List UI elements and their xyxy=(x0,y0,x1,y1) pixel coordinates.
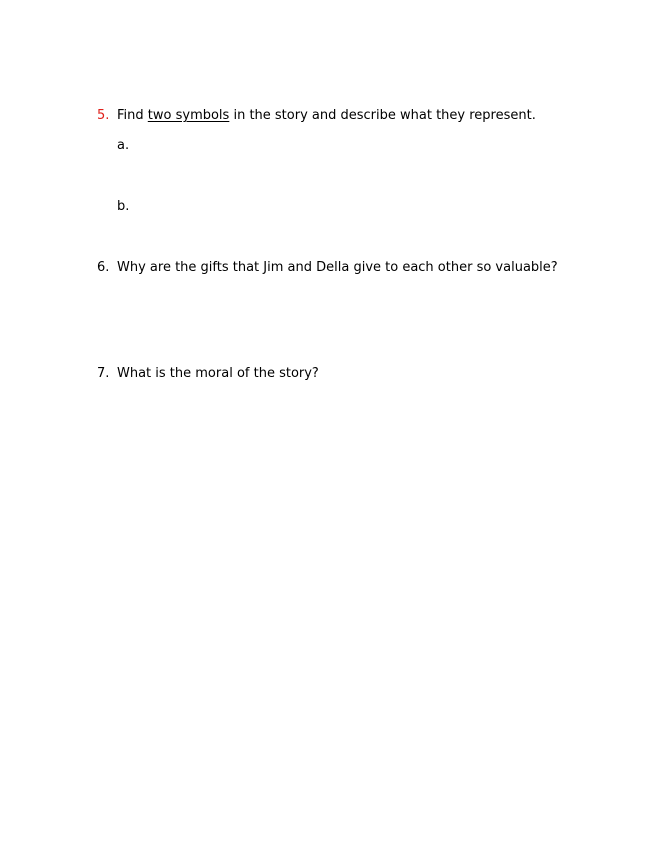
question-7 xyxy=(97,366,319,382)
question-5-sub-b: b. xyxy=(117,199,130,214)
question-7-text: What is the moral of the story? xyxy=(117,366,319,381)
question-6-number: 6. xyxy=(97,260,110,275)
question-6-text: Why are the gifts that Jim and Della give to each other so valuable? xyxy=(117,260,558,275)
question-5-sub-a: a. xyxy=(117,138,130,153)
question-5-number: 5. xyxy=(97,108,110,123)
question-5 xyxy=(97,108,536,124)
question-5-text-after: in the story and describe what they represent. xyxy=(229,108,536,123)
question-7-number: 7. xyxy=(97,366,110,381)
question-5-underlined-text: two symbols xyxy=(147,108,230,123)
question-6 xyxy=(97,260,558,276)
question-5-text-before: Find xyxy=(117,108,148,123)
